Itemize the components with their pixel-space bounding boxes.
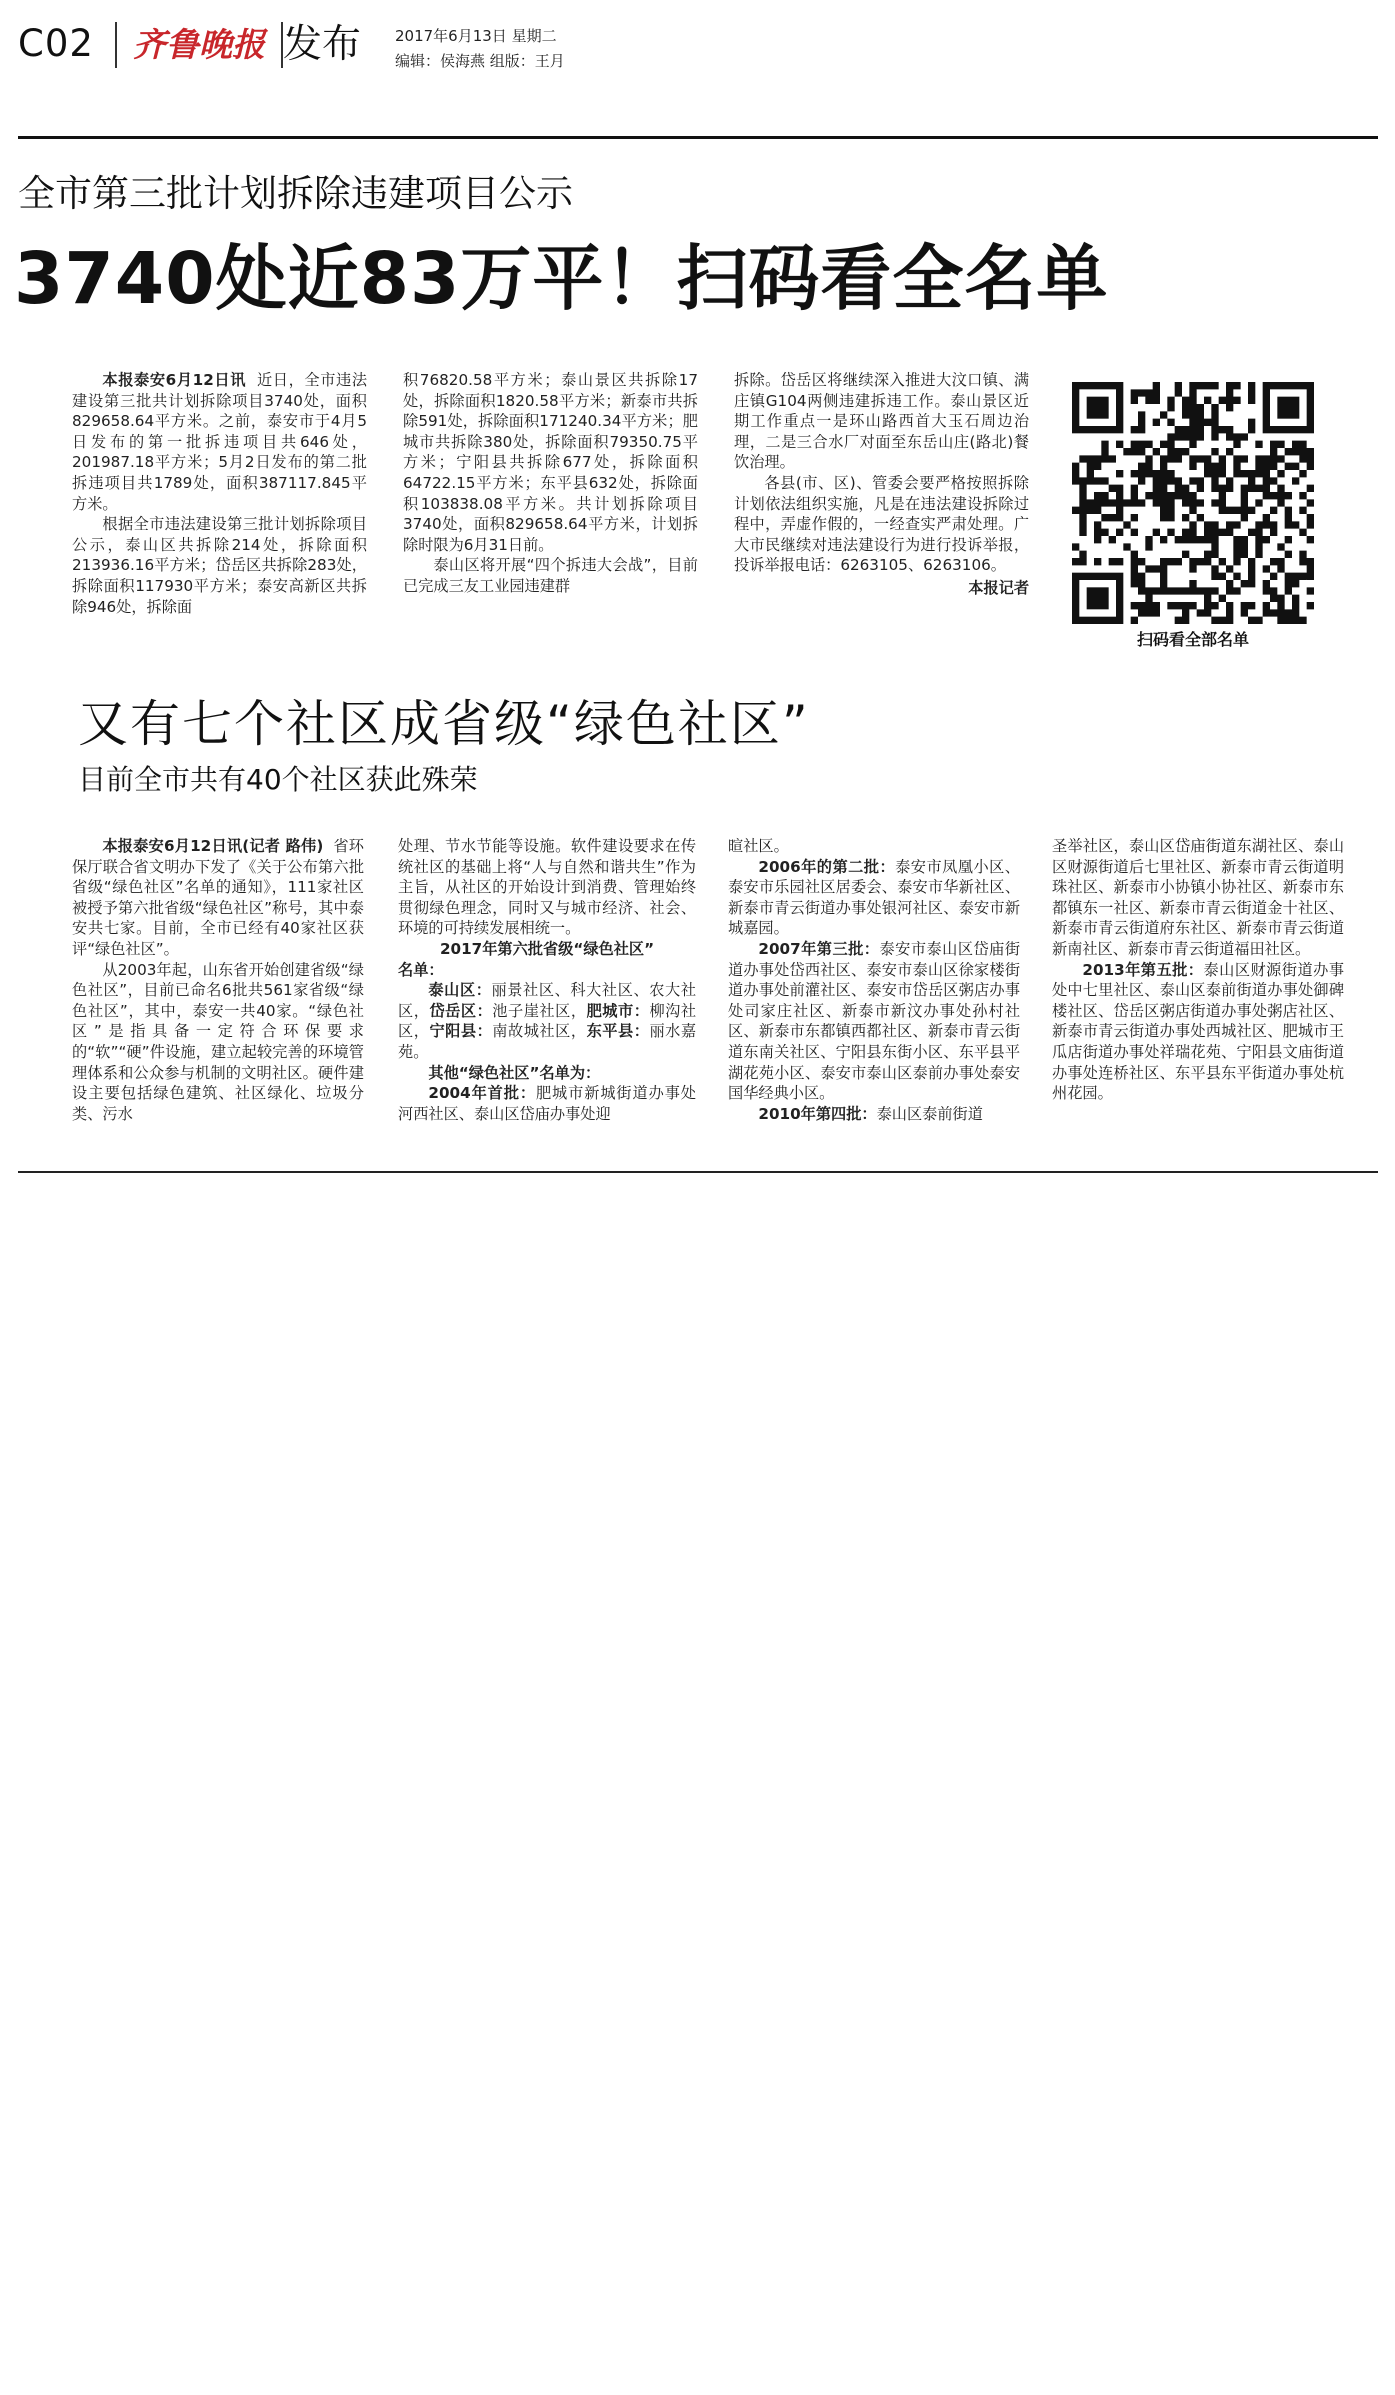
article1-paragraph xyxy=(72,370,367,514)
batch-entry xyxy=(728,857,1020,939)
list-entry-head: 东平县： xyxy=(586,1022,650,1041)
list-entry-text: 南故城社区， xyxy=(492,1022,587,1041)
batch-continued: 圣举社区，泰山区岱庙街道东湖社区、泰山区财源街道后七里社区、新泰市青云街道明珠社区、新泰市小协镇小协社区、新泰市东都镇东一社区、新泰市青云街道金十社区、新泰市青云街道府东社区、新泰市青云街道新南社区、新泰市青云街道福田社区。 xyxy=(1052,837,1344,958)
batch-head: 2006年的第二批： xyxy=(758,857,896,876)
batch-entry xyxy=(398,1083,696,1124)
article1-column-2 xyxy=(403,370,698,597)
list-entry-head: 肥城市： xyxy=(586,1001,650,1020)
batch-head: 2013年第五批： xyxy=(1082,960,1204,979)
article1-column-1 xyxy=(72,370,367,617)
batch-entry xyxy=(728,1104,1020,1125)
list-entry-head: 泰山区： xyxy=(428,981,492,1000)
batch-text: 肥城市新城街道办事处河西社区、泰山区岱庙办事处迎 xyxy=(398,1084,696,1123)
list-entry-text: 丽景社区、科大社区、农大社区， xyxy=(398,981,697,1020)
batch-text: 泰山区泰前街道 xyxy=(876,1104,983,1123)
batch-text: 泰安市泰山区岱庙街道办事处岱西社区、泰安市泰山区徐家楼街道办事处前灌社区、泰安市岱岳区粥店办事处司家庄社区、新泰市新汶办事处孙村社区、新泰市东都镇西都社区、新泰市青云街道东南关社区、宁阳县东街小区、东平县平湖花苑小区、泰安市泰山区泰前办事处泰安国华经典小区。 xyxy=(728,939,1021,1103)
batch-entry xyxy=(1052,960,1344,1104)
newspaper-masthead: 齐鲁晚报 xyxy=(115,22,283,68)
paragraph-text: 近日，全市违法建设第三批共计划拆除项目3740处，面积829658.64平方米。之前，泰安市于4月5日发布的第一批拆违项目共646处，201987.18平方米；5月2日发布的第二批拆违项目共1789处，面积387117.845平方米。 xyxy=(72,371,367,513)
dateline: 本报泰安6月12日讯 xyxy=(102,371,247,389)
dateline: 本报泰安6月12日讯(记者 路伟) xyxy=(102,837,324,855)
list-entry xyxy=(398,980,696,1062)
page-number: C02 xyxy=(18,22,94,65)
batch-head: 2004年首批： xyxy=(428,1084,536,1103)
article1-column-3 xyxy=(734,370,1029,599)
list-title: 2017年第六批省级“绿色社区” xyxy=(439,939,655,958)
article2-paragraph: 从2003年起，山东省开始创建省级“绿色社区”，目前已命名6批共561家省级“绿色社区”，其中，泰安一共40家。“绿色社区”是指具备一定符合环保要求的“软”“硬”件设施，建立起较完善的环境管理体系和公众参与机制的文明社区。硬件建设主要包括绿色建筑、社区绿化、垃圾分类、污水 xyxy=(72,960,364,1123)
article1-paragraph: 根据全市违法建设第三批计划拆除项目公示，泰山区共拆除214处，拆除面积213936.16平方米；岱岳区共拆除283处，拆除面积117930平方米；泰安高新区共拆除946处，拆除面 xyxy=(72,515,367,616)
article1-paragraph: 拆除。岱岳区将继续深入推进大汶口镇、满庄镇G104两侧违建拆违工作。泰山景区近期工作重点一是环山路西首大玉石周边治理，二是三合水厂对面至东岳山庄(路北)餐饮治理。 xyxy=(734,371,1029,472)
article1-headline: 3740处近83万平！扫码看全名单 xyxy=(14,237,1109,320)
article2-paragraph: 处理、节水节能等设施。软件建设要求在传统社区的基础上将“人与自然和谐共生”作为主旨，从社区的开始设计到消费、管理始终贯彻绿色理念，同时又与城市经济、社会、环境的可持续发展相统一。 xyxy=(398,837,696,938)
article2-headline: 又有七个社区成省级“绿色社区” xyxy=(78,695,810,753)
others-title: 其他“绿色社区”名单为： xyxy=(428,1063,601,1082)
batch-text: 泰山区财源街道办事处中七里社区、泰山区泰前街道办事处御碑楼社区、岱岳区粥店街道办事处粥店社区、新泰市青云街道办事处西城社区、肥城市王瓜店街道办事处祥瑞花苑、宁阳县文庙街道办事处连桥社区、东平县东平街道办事处杭州花园。 xyxy=(1052,960,1345,1103)
qr-code-icon[interactable] xyxy=(1072,382,1314,624)
article1-paragraph: 泰山区将开展“四个拆违大会战”，目前已完成三友工业园违建群 xyxy=(403,556,698,595)
list-entry-head: 宁阳县： xyxy=(429,1022,493,1041)
article1-paragraph: 各县(市、区)、管委会要严格按照拆除计划依法组织实施，凡是在违法建设拆除过程中，弄虚作假的，一经查实严肃处理。广大市民继续对违法建设行为进行投诉举报，投诉举报电话：6263105、6263106。 xyxy=(734,473,1029,575)
batch-continued: 暄社区。 xyxy=(728,837,789,855)
date-line: 2017年6月13日 星期二 xyxy=(395,27,557,45)
qr-caption: 扫码看全部名单 xyxy=(1136,630,1249,649)
article1-byline: 本报记者 xyxy=(968,578,1029,597)
article1-kicker: 全市第三批计划拆除违建项目公示 xyxy=(18,172,573,215)
batch-text: 泰安市凤凰小区、泰安市乐园社区居委会、泰安市华新社区、新泰市青云街道办事处银河社区、泰安市新城嘉园。 xyxy=(728,857,1020,938)
section-title: 发布 xyxy=(283,22,362,67)
list-entry-head: 岱岳区： xyxy=(429,1001,493,1020)
article1-paragraph: 积76820.58平方米；泰山景区共拆除17处，拆除面积1820.58平方米；新泰市共拆除591处，拆除面积171240.34平方米；肥城市共拆除380处，拆除面积79350.75平方米；宁阳县共拆除677处，拆除面积64722.15平方米；东平县632处，拆除面积103838.08平方米。共计划拆除项目3740处，面积829658.64平方米，计划拆除时限为6月31日前。 xyxy=(403,371,698,554)
section-bottom-rule xyxy=(18,1171,1378,1173)
paragraph-text: 省环保厅联合省文明办下发了《关于公布第六批省级“绿色社区”名单的通知》，111家社区被授予第六批省级“绿色社区”称号，其中泰安共七家。目前，全市已经有40家社区获评“绿色社区”。 xyxy=(72,837,364,958)
article2-paragraph xyxy=(72,836,364,960)
batch-head: 2010年第四批： xyxy=(758,1104,877,1123)
article2-subheadline: 目前全市共有40个社区获此殊荣 xyxy=(78,763,478,796)
article2-column-3 xyxy=(728,836,1020,1124)
batch-entry xyxy=(728,939,1020,1104)
batch-head: 2007年第三批： xyxy=(758,939,880,958)
article2-column-4 xyxy=(1052,836,1344,1104)
header-rule xyxy=(18,136,1378,139)
article2-column-2 xyxy=(398,836,696,1124)
list-entry-text: 柳沟社区， xyxy=(398,1001,697,1041)
list-title-suffix: 名单： xyxy=(398,960,444,979)
article2-column-1 xyxy=(72,836,364,1124)
editor-line: 编辑：侯海燕 组版：王月 xyxy=(395,52,565,70)
list-entry-text: 丽水嘉苑。 xyxy=(398,1022,697,1061)
list-entry-text: 池子崖社区， xyxy=(492,1001,587,1020)
